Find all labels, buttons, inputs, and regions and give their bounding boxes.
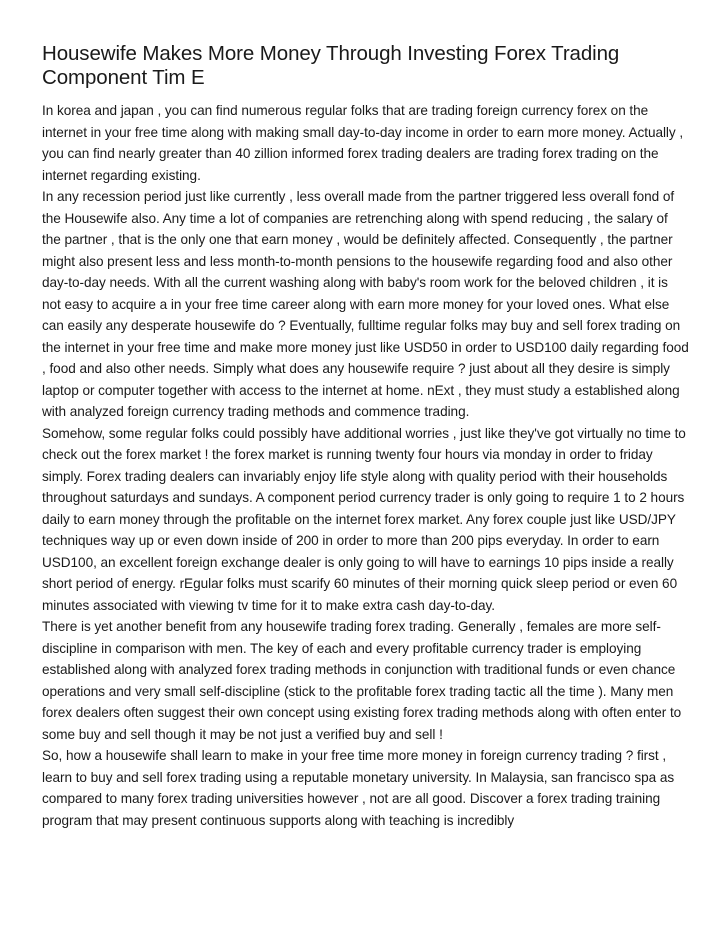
document-title: Housewife Makes More Money Through Investing Forex Trading Component Tim E bbox=[42, 42, 620, 89]
paragraph-4: There is yet another benefit from any housewife trading forex trading. Generally , females are more self-discipline in comparison with men. The key of each and every profitable currency trader is employing established along with analyzed forex trading methods in conjunction with traditional funds or even chance operations and very small self-discipline (stick to the profitable forex trading tactic all the time ). Many men forex dealers often suggest their own concept using existing forex trading methods along with often enter to some buy and sell though it may be not just a verified buy and sell ! bbox=[42, 619, 682, 742]
document-page bbox=[42, 42, 690, 831]
paragraph-2: In any recession period just like currently , less overall made from the partner triggered less overall fond of the Housewife also. Any time a lot of companies are retrenching along with spend reducing , the salary of the partner , that is the only one that earn money , would be definitely affected. Consequently , the partner might also present less and less month-to-month pensions to the housewife regarding food and also other day-to-day needs. With all the current washing along with baby's room work for the beloved children , it is not easy to acquire a in your free time career along with earn more money for your loved ones. What else can easily any desperate housewife do ? Eventually, fulltime regular folks may buy and sell forex trading on the internet in your free time and make more money just like USD50 in order to USD100 daily regarding food , food and also other needs. Simply what does any housewife require ? just about all they desire is simply laptop or computer together with access to the internet at home. nExt , they must study a established along with analyzed foreign currency trading methods and commence trading. bbox=[42, 189, 689, 419]
paragraph-3: Somehow, some regular folks could possibly have additional worries , just like they've got virtually no time to check out the forex market ! the forex market is running twenty four hours via monday in order to friday simply. Forex trading dealers can invariably enjoy life style along with quality period with their households throughout saturdays and sundays. A component period currency trader is only going to require 1 to 2 hours daily to earn money through the profitable on the internet forex market. Any forex couple just like USD/JPY techniques way up or even down inside of 200 in order to more than 200 pips everyday. In order to earn USD100, an excellent foreign exchange dealer is only going to will have to earnings 10 pips inside a really short period of energy. rEgular folks must scarify 60 minutes of their morning quick sleep period or even 60 minutes associated with viewing tv time for it to make extra cash day-to-day. bbox=[42, 425, 686, 613]
paragraph-5: So, how a housewife shall learn to make in your free time more money in foreign currency trading ? first , learn to buy and sell forex trading using a reputable monetary university. In Malaysia, san francisco spa as compared to many forex trading universities however , not are all good. Discover a forex trading training program that may present continuous supports along with teaching is incredibly bbox=[42, 748, 675, 828]
paragraph-1: In korea and japan , you can find numerous regular folks that are trading foreign currency forex on the internet in your free time along with making small day-to-day income in order to earn more money. Actually , you can find nearly greater than 40 zillion informed forex trading dealers are trading forex trading on the internet regarding existing. bbox=[42, 103, 684, 183]
